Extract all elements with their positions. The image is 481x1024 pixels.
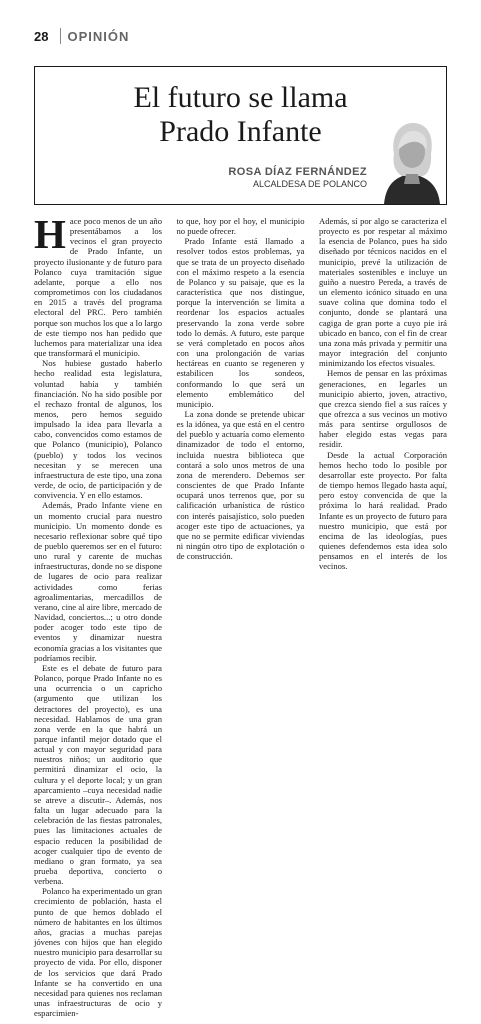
paragraph — [34, 211, 163, 359]
paragraph: Hemos de pensar en las próximas generaciones, en legarles un municipio abierto, joven, atractivo, que crezca siendo fiel a sus raíces y que ofrezca a sus vecinos un motivo más para sentirse orgullosos de haber elegido estas vegas para residir. — [319, 368, 447, 450]
paragraph: Desde la actual Corporación hemos hecho todo lo posible por desarrollar este proyecto. Por falta de tiempo hemos llegado hasta aquí, pero estoy convencida de que la próxima lo hará realidad. Prado Infante es un proyecto de futuro para nuestro municipio, que está por encima de las ideologías, pues quienes defendemos esta idea solo pensamos en el interés de los vecinos. — [319, 449, 447, 572]
drop-cap: H — [34, 211, 66, 257]
author-portrait-icon — [376, 114, 446, 204]
paragraph: La zona donde se pretende ubicar es la idónea, ya que está en el centro del pueblo y actuaría como elemento dinamizador de todo el entorno, incluida nuestra biblioteca que contará a solo unos metros de una zona de merendero. Debemos ser conscientes de que Prado Infante ocupará unos terrenos que, por su calificación urbanística de rústico con interés paisajístico, solo pueden acoger este tipo de actuaciones, ya que no se permite edificar viviendas ni ningún otro tipo de explotación o de construcción. — [176, 408, 305, 562]
header-divider — [60, 28, 61, 44]
page-number: 28 — [34, 28, 49, 44]
article-body — [34, 211, 447, 1019]
text-column-1 — [34, 211, 163, 1019]
paragraph: Este es el debate de futuro para Polanco, porque Prado Infante no es una ocurrencia o un capricho (argumento que utilizan los detractores del proyecto), es una necesidad. Hablamos de una gran zona verde en la que habrá un parque infantil mejor dotado que el actual y con mayor seguridad para nuestros niños; un auditorio que permitirá dinamizar el ocio, la cultura y el deporte local; y un gran aparcamiento –cuya necesidad nadie se atreve a discutir–. Además, nos falta un lugar adecuado para la celebración de las fiestas patronales, pues las limitaciones actuales de espacio reducen la posibilidad de acoger cualquier tipo de evento de mediano o gran formato, ya sea prueba deportiva, concierto o verbena. — [34, 662, 162, 887]
paragraph: Además, Prado Infante viene en un momento crucial para nuestro municipio. Un momento donde es necesario reflexionar sobre qué tipo de pueblo queremos ser en el futuro: uno rural y carente de muchas infraestructuras, donde no se dispone de lugares de ocio para realizar actividades como ferias agroalimentarias, mercadillos de verano, cine al aire libre, mercado de Navidad, conciertos...; u otro donde poder acoger todo este tipo de eventos y dinamizar nuestra economía gracias a los visitantes que podríamos recibir. — [34, 500, 162, 663]
text-column-2 — [177, 216, 305, 1002]
paragraph: to que, hoy por el hoy, el municipio no puede ofrecer. — [176, 216, 305, 237]
page-header — [34, 22, 447, 50]
author-name: ROSA DÍAZ FERNÁNDEZ — [228, 166, 367, 178]
byline — [205, 166, 367, 189]
paragraph: Además, sí por algo se caracteriza el proyecto es por respetar al máximo la esencia de Polanco, pues ha sido diseñado por técnicos nacidos en el municipio, prevé la utilización de materiales sostenibles e incluye un guiño a nuestro Pereda, a través de un elemento icónico situado en una suave colina que domina todo el conjunto, donde se plantará una cagiga de gran porte a cuyo pie irá ubicado en banco, con el fin de crear una zona más privada y permitir una mayor integración del conjunto minimizando los efectos visuales. — [319, 216, 447, 369]
paragraph: Nos hubiese gustado haberlo hecho realidad esta legislatura, voluntad había y también financiación. No ha sido posible por el rechazo frontal de algunos, los menos, pero hemos seguido impulsado la idea para llevarla a cabo, convencidos como estamos de que Polanco (municipio), Polanco (pueblo) y todos los vecinos necesitan y se merecen una infraestructura de este tipo, una zona verde, de ocio, de participación y de convivencia. Y en ello estamos. — [34, 358, 162, 501]
title-line-1: El futuro se llama — [133, 81, 348, 114]
title-line-2: Prado Infante — [159, 115, 322, 148]
author-role: ALCALDESA DE POLANCO — [252, 179, 367, 189]
paragraph: Prado Infante está llamado a resolver todos estos problemas, ya que se trata de un proyecto diseñado con el máximo respeto a la esencia de Polanco y su paisaje, que es la característica que nos distingue, porque la intervención se limita a reordenar los espacios actuales preservando la zona verde sobre todo lo demás. A futuro, este parque se verá completado en pocos años con una prolongación de varias hectáreas en cuanto se regeneren y estabilicen los sondeos, conformando lo que será un elemento emblemático del municipio. — [176, 236, 305, 409]
headline-box — [34, 66, 447, 205]
paragraph: Polanco ha experimentado un gran crecimiento de población, hasta el punto de que hemos doblado el número de habitantes en los últimos años, gracias a muchas parejas jóvenes con hijos que han elegido nuestro municipio para desarrollar su proyecto de vida. Por ello, disponer de los servicios que dará Prado Infante se ha convertido en una necesidad para quienes nos reclaman unas infraestructuras de ocio y esparcimien- — [34, 886, 162, 1019]
text-column-3 — [319, 216, 447, 1002]
section-label: OPINIÓN — [67, 28, 130, 44]
paragraph-text: ace poco menos de un año presentábamos a los vecinos el gran proyecto de Prado Infante, un proyecto ilusionante y de futuro para Polanco cuya tramitación sigue adelante, porque a ello nos comprometimos con los ciudadanos en 2015 a través del programa electoral del PRC. Pero también porque son muchos los que a lo largo de este tiempo nos han pedido que luchemos para materializar una idea que transformará el municipio. — [34, 216, 163, 359]
